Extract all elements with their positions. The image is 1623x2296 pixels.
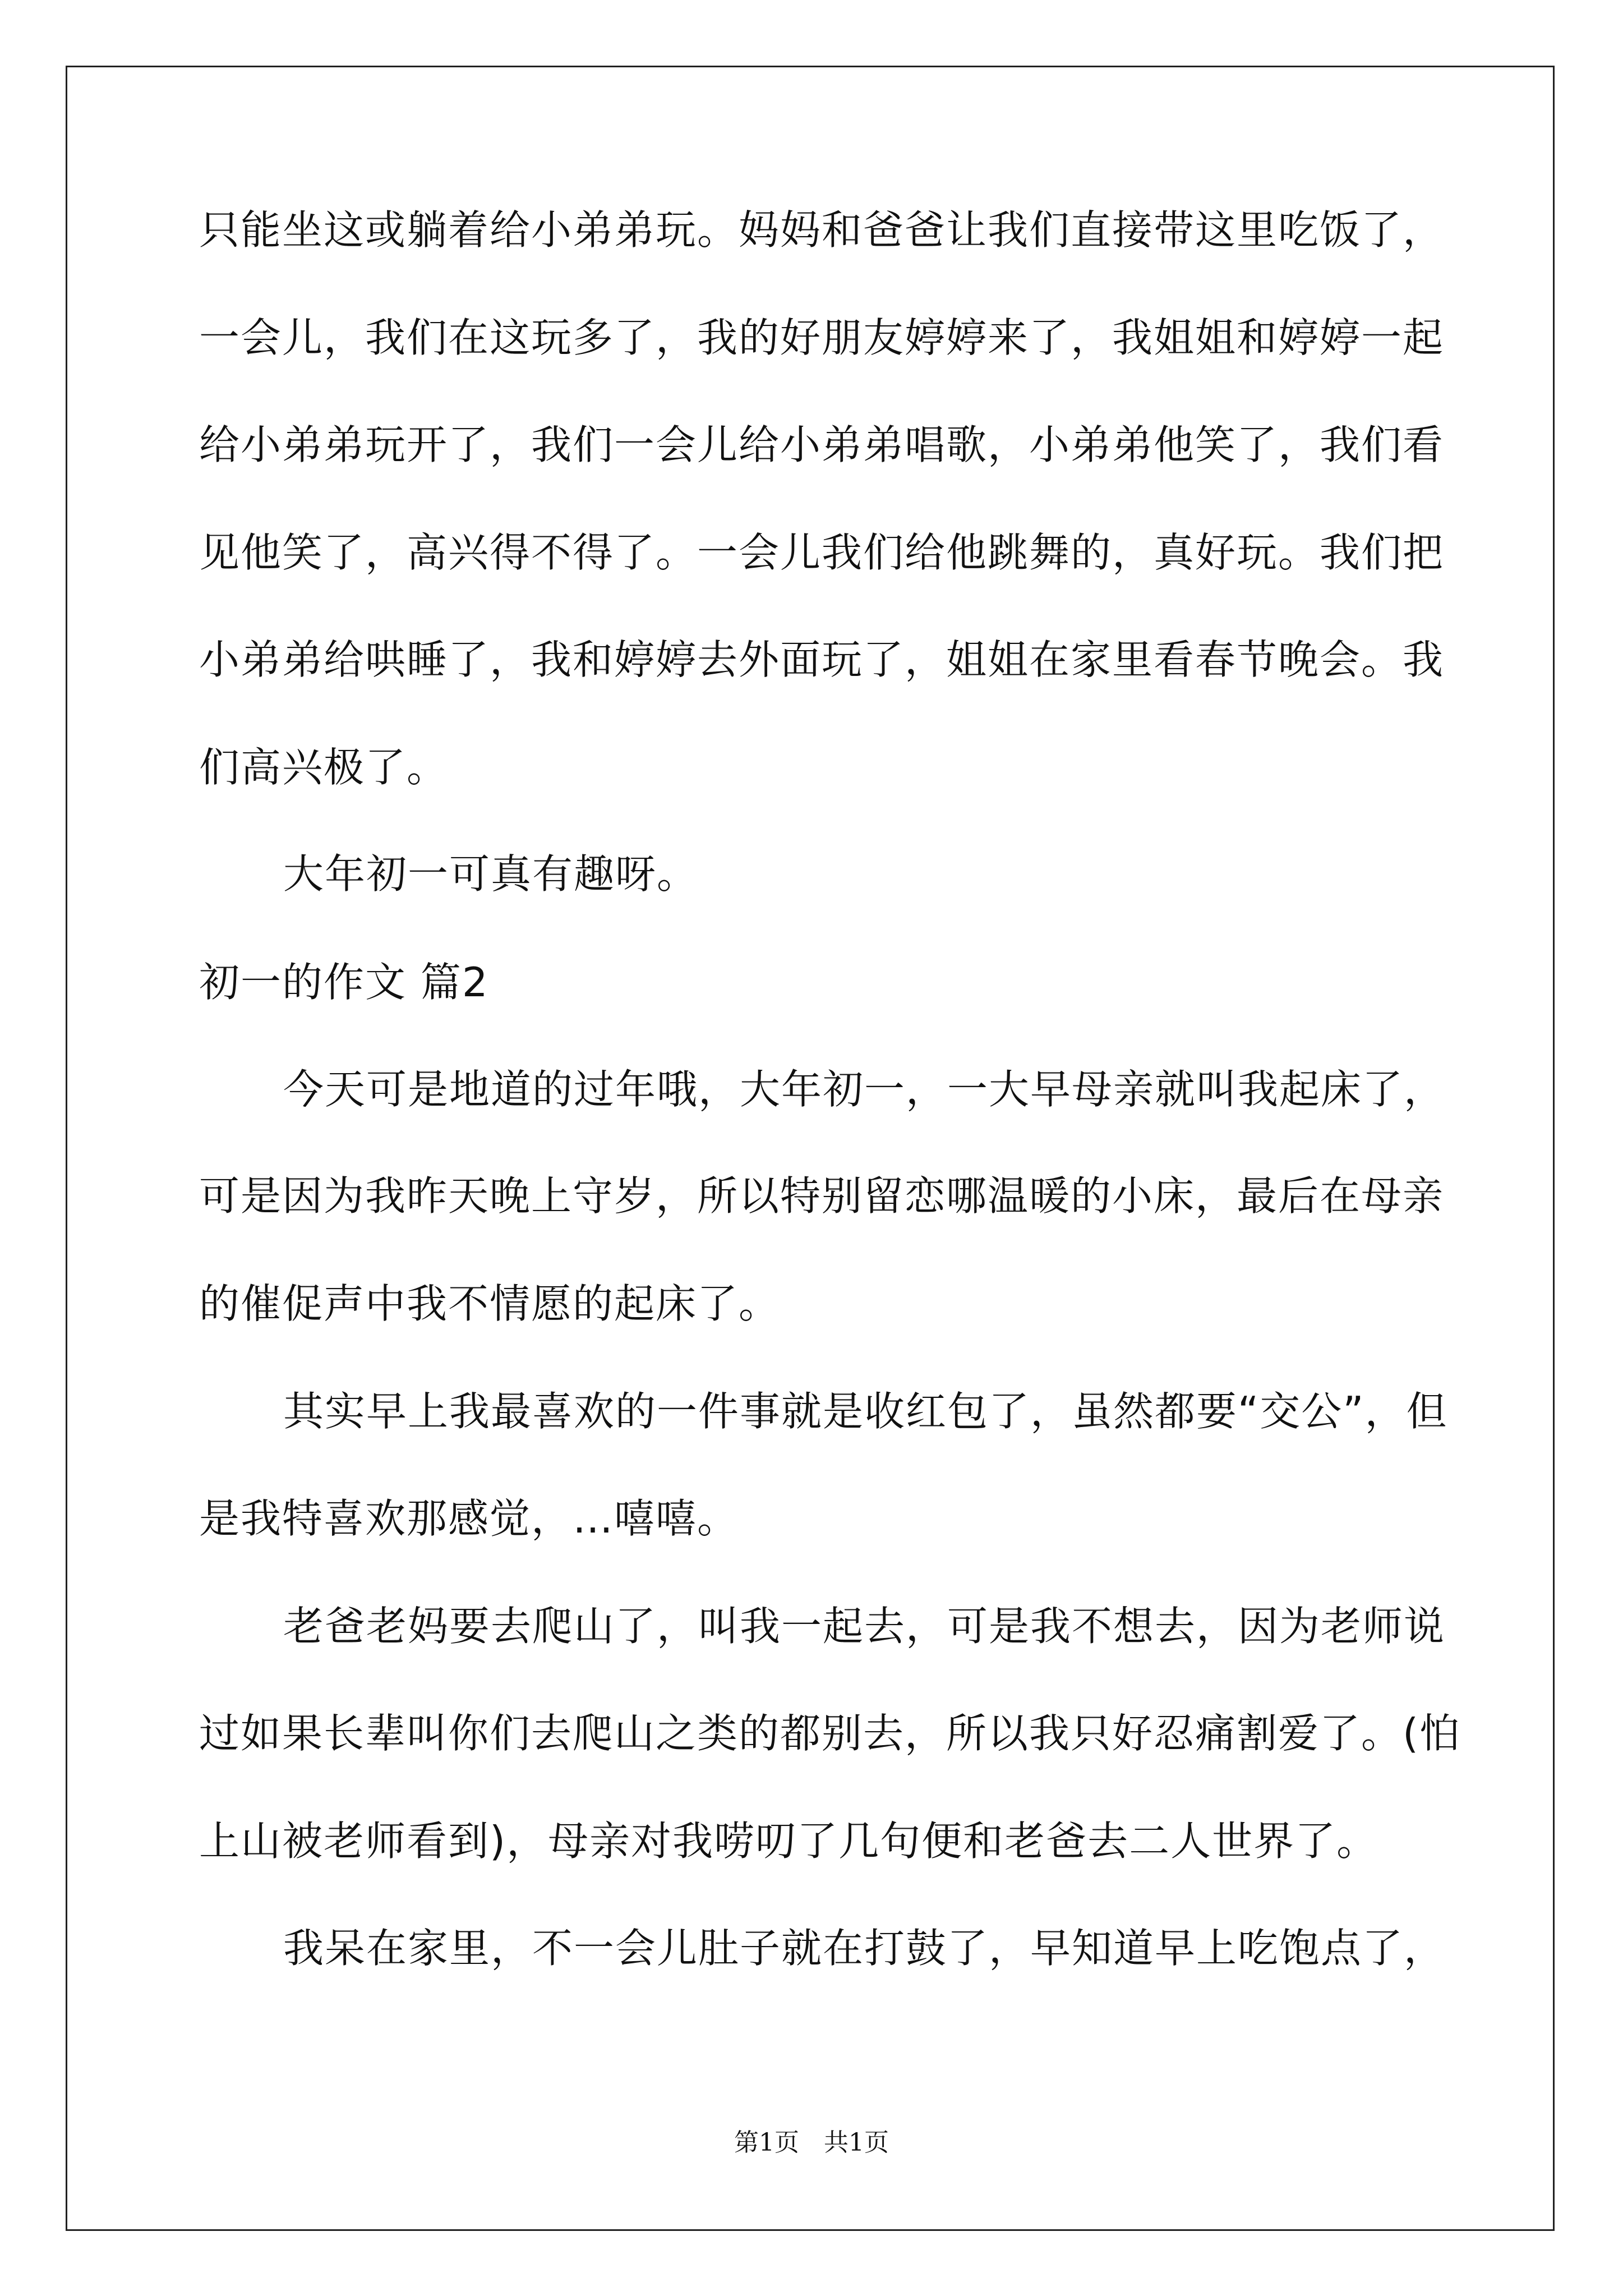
page-border: [66, 66, 1555, 2231]
text-line: 是我特喜欢那感觉，…嘻嘻。: [199, 1495, 739, 1542]
text-line: 其实早上我最喜欢的一件事就是收红包了，虽然都要“交公”，但: [283, 1388, 1448, 1435]
text-line: 老爸老妈要去爬山了，叫我一起去，可是我不想去，因为老师说: [283, 1603, 1446, 1650]
text-line: 们高兴极了。: [199, 744, 449, 791]
text-line: 只能坐这或躺着给小弟弟玩。妈妈和爸爸让我们直接带这里吃饭了，: [199, 206, 1445, 254]
text-line: 今天可是地道的过年哦，大年初一，一大早母亲就叫我起床了，: [283, 1066, 1446, 1113]
text-line: 小弟弟给哄睡了，我和婷婷去外面玩了，姐姐在家里看春节晚会。我: [199, 636, 1445, 683]
text-line: 大年初一可真有趣呀。: [283, 850, 699, 898]
text-line: 我呆在家里，不一会儿肚子就在打鼓了，早知道早上吃饱点了，: [283, 1925, 1446, 1972]
text-line: 可是因为我昨天晚上守岁，所以特别留恋哪温暖的小床，最后在母亲: [199, 1172, 1445, 1220]
text-line: 的催促声中我不情愿的起床了。: [199, 1280, 781, 1327]
text-line: 给小弟弟玩开了，我们一会儿给小弟弟唱歌，小弟弟他笑了，我们看: [199, 421, 1445, 468]
page-number-footer: 第1页 共1页: [734, 2128, 889, 2157]
text-line: 过如果长辈叫你们去爬山之类的都别去，所以我只好忍痛割爱了。(怕: [199, 1710, 1461, 1757]
text-line: 见他笑了，高兴得不得了。一会儿我们给他跳舞的，真好玩。我们把: [199, 529, 1445, 576]
text-line: 上山被老师看到)，母亲对我唠叨了几句便和老爸去二人世界了。: [199, 1818, 1378, 1865]
text-line: 一会儿，我们在这玩多了，我的好朋友婷婷来了，我姐姐和婷婷一起: [199, 314, 1445, 361]
section-heading: 初一的作文 篇2: [199, 959, 489, 1006]
